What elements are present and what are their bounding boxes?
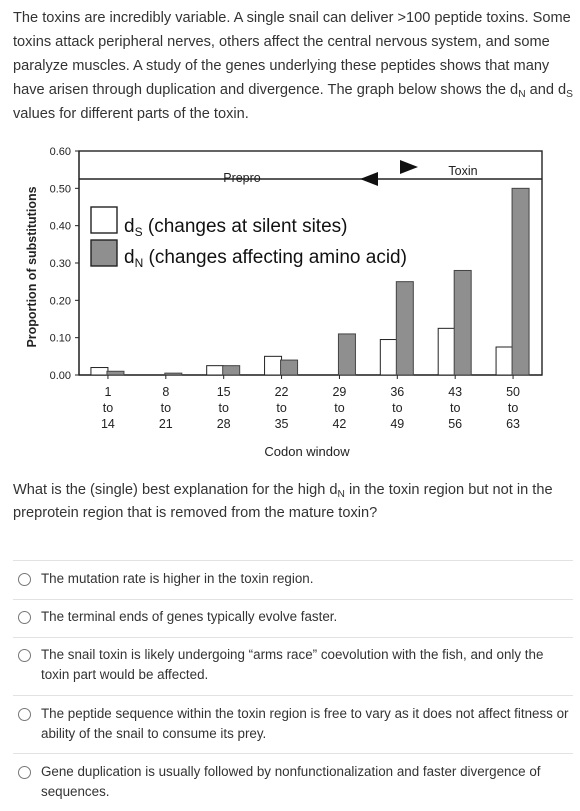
option-divider bbox=[13, 637, 573, 638]
x-tick-label: 43 bbox=[448, 385, 463, 399]
question-pre: What is the (single) best explanation for the high d bbox=[13, 482, 338, 498]
option-2-label: The terminal ends of genes typically evolve faster. bbox=[41, 609, 338, 624]
bar-ds bbox=[207, 366, 224, 375]
x-tick-label: 28 bbox=[216, 417, 231, 431]
right-arrow-icon bbox=[400, 160, 418, 174]
substitution-chart bbox=[0, 138, 580, 468]
x-tick-label: 21 bbox=[158, 417, 173, 431]
option-5-label: Gene duplication is usually followed by nonfunctionalization and faster divergence of sequences. bbox=[41, 764, 541, 799]
legend-dn-swatch bbox=[91, 240, 117, 266]
intro-paragraph bbox=[13, 6, 573, 126]
bar-ds bbox=[91, 368, 108, 375]
left-arrow-icon bbox=[360, 172, 378, 186]
option-divider bbox=[13, 695, 573, 696]
bar-ds bbox=[496, 347, 513, 375]
option-3-label: The snail toxin is likely undergoing “arms race” coevolution with the fish, and only the toxin part would be affected. bbox=[41, 647, 544, 682]
x-tick-label: 49 bbox=[390, 417, 405, 431]
x-tick-label: 50 bbox=[506, 385, 521, 399]
x-axis-label: Codon window bbox=[264, 444, 350, 459]
intro-sub-n: N bbox=[518, 89, 526, 100]
x-tick-label: 14 bbox=[100, 417, 115, 431]
y-tick-label: 0.30 bbox=[49, 258, 71, 270]
legend-ds-label: $d_S$ (changes at silent sites) bbox=[124, 216, 348, 239]
bar-dn bbox=[512, 188, 529, 375]
question-sub: N bbox=[337, 489, 345, 500]
x-tick-label: to bbox=[334, 401, 345, 415]
x-tick-label: 15 bbox=[216, 385, 231, 399]
bar-dn bbox=[454, 270, 471, 375]
option-5-radio[interactable] bbox=[18, 766, 31, 779]
bar-ds bbox=[438, 328, 455, 375]
x-tick-label: to bbox=[449, 401, 461, 415]
option-3-radio[interactable] bbox=[18, 649, 31, 662]
question-post: in the toxin region but not in the preprotein region that is removed from the mature toxin? bbox=[13, 482, 553, 521]
option-1-radio[interactable] bbox=[18, 573, 31, 586]
intro-sub-s: S bbox=[566, 89, 573, 100]
bar-dn bbox=[223, 366, 240, 375]
bar-dn bbox=[165, 373, 182, 375]
x-tick-label: to bbox=[276, 401, 287, 415]
option-4-radio[interactable] bbox=[18, 708, 31, 721]
question-text bbox=[13, 479, 569, 525]
legend-dn-label: $d_N$ (changes affecting amino acid) bbox=[124, 247, 407, 270]
y-tick-label: 0.10 bbox=[49, 332, 71, 345]
x-tick-label: 22 bbox=[274, 385, 289, 399]
bar-dn bbox=[338, 334, 355, 375]
intro-text: The toxins are incredibly variable. A single snail can deliver >100 peptide toxins. Some toxins attack peripheral nerves, others affect the central nervous system, and some paralyze muscles. A study of the genes underlying these peptides shows that many have arisen through duplication and divergence. The graph below shows the d bbox=[13, 10, 571, 98]
y-tick-label: 0.00 bbox=[49, 370, 71, 382]
x-tick-label: 8 bbox=[162, 385, 170, 399]
x-tick-label: to bbox=[102, 401, 114, 415]
option-5[interactable] bbox=[13, 762, 569, 802]
option-divider bbox=[13, 599, 573, 600]
option-divider bbox=[13, 753, 573, 754]
bar-ds bbox=[265, 356, 282, 375]
bar-ds bbox=[380, 340, 397, 375]
chart-legend bbox=[91, 207, 407, 270]
x-tick-label: to bbox=[160, 401, 172, 415]
x-tick-label: to bbox=[507, 401, 519, 415]
prepro-label: Prepro bbox=[223, 171, 261, 185]
y-tick-label: 0.50 bbox=[49, 183, 71, 196]
x-tick-label: 56 bbox=[448, 417, 463, 431]
toxin-label: Toxin bbox=[448, 164, 478, 178]
option-3[interactable] bbox=[13, 645, 569, 685]
x-tick-label: 63 bbox=[506, 417, 521, 431]
option-1-label: The mutation rate is higher in the toxin region. bbox=[41, 571, 314, 586]
intro-end: values for different parts of the toxin. bbox=[13, 106, 249, 122]
y-tick-label: 0.60 bbox=[49, 146, 71, 158]
intro-mid: and d bbox=[525, 82, 567, 98]
option-4[interactable] bbox=[13, 704, 569, 744]
x-tick-label: to bbox=[392, 401, 403, 415]
x-tick-label: 35 bbox=[274, 417, 289, 431]
legend-ds-swatch bbox=[91, 207, 117, 233]
x-tick-labels bbox=[101, 385, 520, 431]
option-divider bbox=[13, 560, 573, 561]
x-tick-label: 29 bbox=[332, 385, 347, 399]
option-2-radio[interactable] bbox=[18, 611, 31, 624]
option-1[interactable] bbox=[13, 569, 569, 589]
bar-dn bbox=[396, 282, 413, 375]
option-4-label: The peptide sequence within the toxin region is free to vary as it does not affect fitness or ability of the snail to consume its prey. bbox=[41, 706, 569, 741]
x-tick-label: 36 bbox=[390, 385, 405, 399]
x-tick-label: to bbox=[218, 401, 229, 415]
y-axis-label: Proportion of substitutions bbox=[25, 186, 39, 348]
x-tick-label: 1 bbox=[104, 385, 112, 399]
bar-dn bbox=[281, 360, 298, 375]
bar-dn bbox=[107, 371, 124, 375]
y-tick-label: 0.40 bbox=[49, 220, 71, 233]
option-2[interactable] bbox=[13, 607, 569, 627]
x-tick-label: 42 bbox=[332, 417, 347, 431]
y-tick-label: 0.20 bbox=[49, 295, 71, 308]
